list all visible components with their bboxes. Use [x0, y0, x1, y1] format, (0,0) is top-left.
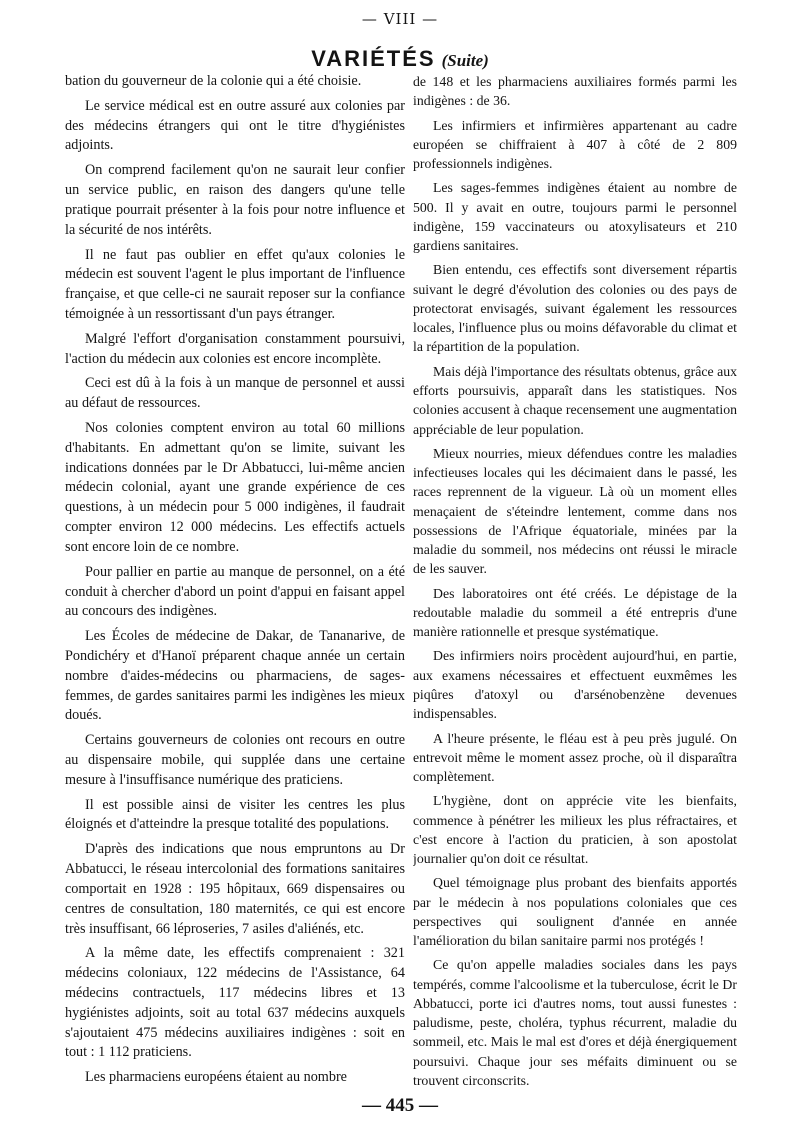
paragraph: Le service médical est en outre assuré aux colonies par des médecins étrangers qui ont le titre d'hygiénistes adjoints. [65, 97, 405, 154]
paragraph: Des laboratoires ont été créés. Le dépistage de la redoutable maladie du sommeil a été entrepris d'une manière rationnelle et presque systématique. [413, 585, 737, 640]
right-column [413, 72, 737, 1097]
paragraph: Quel témoignage plus probant des bienfaits apportés par le médecin à nos populations coloniales que ces perspectives qui soulignent d'année en année l'amélioration du bilan sanitaire parmi nos protégés ! [413, 875, 737, 949]
paragraph: Il est possible ainsi de visiter les centres les plus éloignés et d'atteindre la presque totalité des populations. [65, 796, 405, 833]
paragraph: Les infirmiers et infirmières appartenant au cadre européen se chiffraient à 407 à côté de 2 809 professionnels indigènes. [413, 117, 737, 172]
section-title [0, 46, 800, 72]
paragraph: A la même date, les effectifs comprenaient : 321 médecins coloniaux, 122 médecins de l'Assistance, 64 médecins contractuels, 117 médecins libres et 13 hygiénistes adjoints, soit au total 637 médecins auxquels s'ajoutaient 475 médecins auxiliaires indigènes : soit en tout : 1 112 praticiens. [65, 945, 405, 1061]
paragraph: Bien entendu, ces effectifs sont diversement répartis suivant le degré d'évolution des colonies ou des pays de protectorat envisagés, suivant également les ressources locales, l'influence plus ou moins défavorable du climat et la répartition de la population. [413, 262, 737, 355]
paragraph: A l'heure présente, le fléau est à peu près jugulé. On entrevoit même le moment assez proche, où il disparaîtra complètement. [413, 730, 737, 785]
paragraph: Certains gouverneurs de colonies ont recours en outre au dispensaire mobile, qui supplée dans une certaine mesure à l'insuffisance numérique des praticiens. [65, 732, 405, 788]
paragraph: Mais déjà l'importance des résultats obtenus, grâce aux efforts poursuivis, apparaît dans les statistiques. Nos colonies accusent à chaque recensement une augmentation appréciable de leur population. [413, 363, 737, 437]
paragraph: Il ne faut pas oublier en effet qu'aux colonies le médecin est souvent l'agent le plus important de l'influence française, et que celle-ci ne saurait reposer sur la confiance témoignée à un ressortissant d'un pays étranger. [65, 246, 405, 322]
paragraph: On comprend facilement qu'on ne saurait leur confier un service public, en raison des dangers qu'une telle pratique pourrait présenter à la fois pour notre influence et la sécurité de nos intérêts. [65, 162, 405, 238]
paragraph: bation du gouverneur de la colonie qui a été choisie. [65, 73, 362, 89]
page-header-roman-numeral: — VIII — [361, 10, 439, 28]
section-title-text: VARIÉTÉS [311, 46, 436, 71]
paragraph: Malgré l'effort d'organisation constamment poursuivi, l'action du médecin aux colonies est encore incomplète. [65, 330, 405, 367]
left-column [65, 72, 405, 1097]
paragraph: Pour pallier en partie au manque de personnel, on a été conduit à chercher d'abord un point d'appui en faisant appel au concours des indigènes. [65, 563, 405, 620]
page-number: — 445 — [362, 1095, 438, 1116]
paragraph: D'après des indications que nous empruntons au Dr Abbatucci, le réseau intercolonial des formations sanitaires comportait en 1928 : 195 hôpitaux, 669 dispensaires ou centres de consultation, 180 maternités, ce qui est encore très insuffisant, 66 léproseries, 7 asiles d'aliénés, etc. [65, 841, 405, 937]
paragraph: Ce qu'on appelle maladies sociales dans les pays tempérés, comme l'alcoolisme et la tuberculose, écrit le Dr Abbatucci, porte ici d'autres noms, tout aussi funestes : paludisme, peste, choléra, typhus récurrent, maladie du sommeil, etc. Mais le mal est d'ores et déjà énergiquement poursuivi. Chaque jour ses méfaits diminuent ou se trouvent circonscrits. [413, 957, 737, 1089]
paragraph: de 148 et les pharmaciens auxiliaires formés parmi les indigènes : de 36. [413, 74, 737, 109]
paragraph: Ceci est dû à la fois à un manque de personnel et aussi au défaut de ressources. [65, 375, 405, 412]
paragraph: Les sages-femmes indigènes étaient au nombre de 500. Il y avait en outre, toujours parmi le personnel indigène, 159 vaccinateurs ou atoxylisateurs et 210 gardiens sanitaires. [413, 180, 737, 254]
paragraph: Les Écoles de médecine de Dakar, de Tananarive, de Pondichéry et d'Hanoï préparent chaque année un certain nombre d'aides-médecins ou pharmaciens, de sages-femmes, de gardes sanitaires parmi les indigènes les mieux doués. [65, 628, 405, 724]
paragraph: Les pharmaciens européens étaient au nombre [85, 1069, 347, 1086]
paragraph: Mieux nourries, mieux défendues contre les maladies infectieuses locales qui les décimaient dans le passé, les races reprennent de la vigueur. Là où un moment elles menaçaient de s'éteindre lentement, comme dans nos possessions de l'Afrique équatoriale, minées par la maladie du sommeil, nos médecins ont réussi le miracle de les sauver. [413, 445, 737, 577]
paragraph: Des infirmiers noirs procèdent aujourd'hui, en partie, aux examens nécessaires et effectuent euxmêmes les piqûres d'atoxyl ou d'arsénobenzène devenues indispensables. [413, 648, 737, 722]
paragraph: L'hygiène, dont on apprécie vite les bienfaits, commence à pénétrer les milieux les plus réfractaires, et c'est encore à l'action du praticien, à son apostolat journalier qu'on doit ce résultat. [413, 793, 737, 867]
section-subtitle: (Suite) [441, 51, 489, 70]
paragraph: Nos colonies comptent environ au total 60 millions d'habitants. En admettant qu'on se limite, suivant les indications données par le Dr Abbatucci, lui-même ancien médecin colonial, ayant une grande expérience de ces questions, à un médecin pour 5 000 indigènes, il faudrait compter environ 12 000 médecins. Les effectifs actuels sont encore loin de ce nombre. [65, 420, 405, 555]
